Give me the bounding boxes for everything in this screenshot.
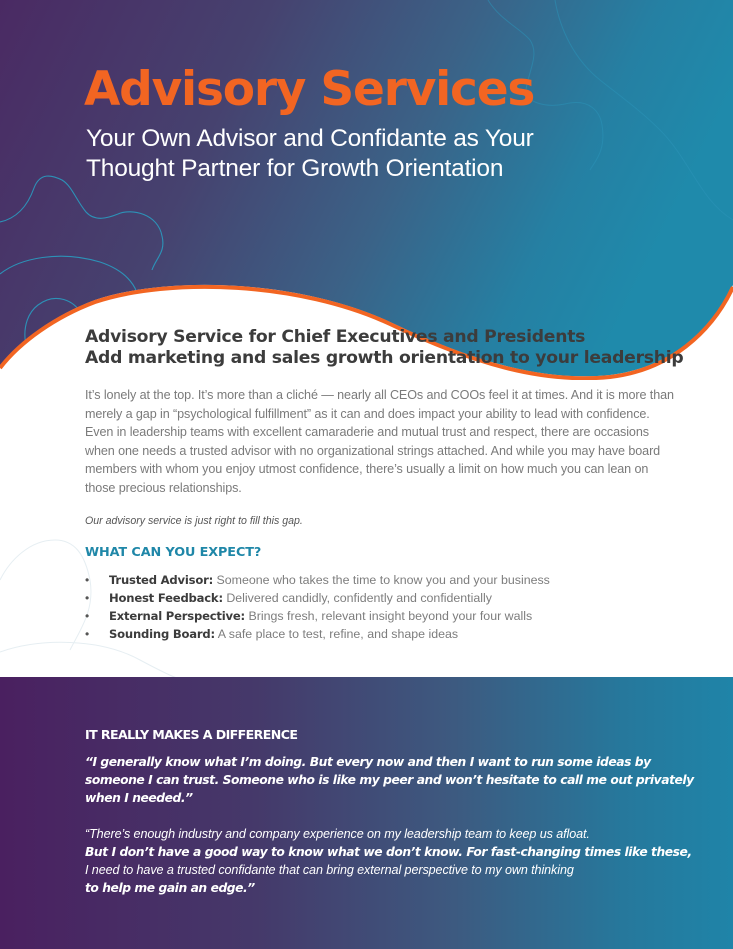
list-item	[85, 625, 550, 643]
section-heading-line: Advisory Service for Chief Executives and Presidents	[85, 327, 586, 347]
subtitle-line: Thought Partner for Growth Orientation	[86, 155, 504, 182]
hero-background-wave	[0, 0, 733, 380]
quote-line: “I generally know what I’m doing. But every now and then I want to run some ideas by	[85, 755, 651, 769]
list-item-term: External Perspective:	[109, 609, 245, 623]
page-subtitle	[86, 124, 606, 184]
list-item-term: Sounding Board:	[109, 627, 215, 641]
list-item	[85, 571, 550, 589]
page-title: Advisory Services	[84, 62, 535, 117]
quote-line: But I don’t have a good way to know what we don’t know. For fast-changing times like these,	[85, 845, 692, 859]
bullet-icon: •	[85, 627, 90, 641]
italic-note: Our advisory service is just right to fill this gap.	[85, 515, 303, 527]
list-item-text: Brings fresh, relevant insight beyond your four walls	[245, 609, 533, 623]
testimonial-quote-2	[85, 825, 692, 897]
quote-line: I need to have a trusted confidante that can bring external perspective to my own thinking	[85, 863, 574, 877]
list-item-text: Delivered candidly, confidently and confidentially	[222, 591, 492, 605]
quote-line: when I needed.”	[85, 791, 193, 805]
section-heading	[85, 327, 705, 369]
testimonial-quote-1	[85, 753, 694, 807]
list-item-term: Honest Feedback:	[109, 591, 223, 605]
quote-line: to help me gain an edge.”	[85, 881, 255, 895]
hero-banner	[0, 0, 733, 380]
list-item-text: A safe place to test, refine, and shape ideas	[214, 627, 459, 641]
quote-line: someone I can trust. Someone who is like my peer and won’t hesitate to call me out privately	[85, 773, 694, 787]
section-heading-line: Add marketing and sales growth orientation to your leadership	[85, 348, 684, 368]
bullet-icon: •	[85, 573, 90, 587]
list-item	[85, 607, 550, 625]
intro-paragraph: It’s lonely at the top. It’s more than a cliché — nearly all CEOs and COOs feel it at times. And it is more than merely a gap in “psychological fulfillment” as it can and does impact your ability to lead with confidence. Even in leadership teams with excellent camaraderie and mutual trust and respect, there are occasions when one needs a trusted advisor with no organizational strings attached. And while you may have board members with whom you enjoy utmost confidence, there’s usually a limit on how much you can lean on those precious relationships.	[85, 388, 674, 495]
subtitle-line: Your Own Advisor and Confidante as Your	[86, 125, 534, 152]
testimonials-band	[0, 677, 733, 949]
bullet-icon: •	[85, 609, 90, 623]
testimonials-heading: IT REALLY MAKES A DIFFERENCE	[85, 727, 298, 742]
bullet-icon: •	[85, 591, 90, 605]
list-item-term: Trusted Advisor:	[109, 573, 214, 587]
quote-line: “There’s enough industry and company experience on my leadership team to keep us afloat.	[85, 827, 590, 841]
list-item-text: Someone who takes the time to know you and your business	[213, 573, 550, 587]
expect-list	[85, 571, 550, 643]
expect-heading: WHAT CAN YOU EXPECT?	[85, 545, 262, 560]
list-item	[85, 589, 550, 607]
